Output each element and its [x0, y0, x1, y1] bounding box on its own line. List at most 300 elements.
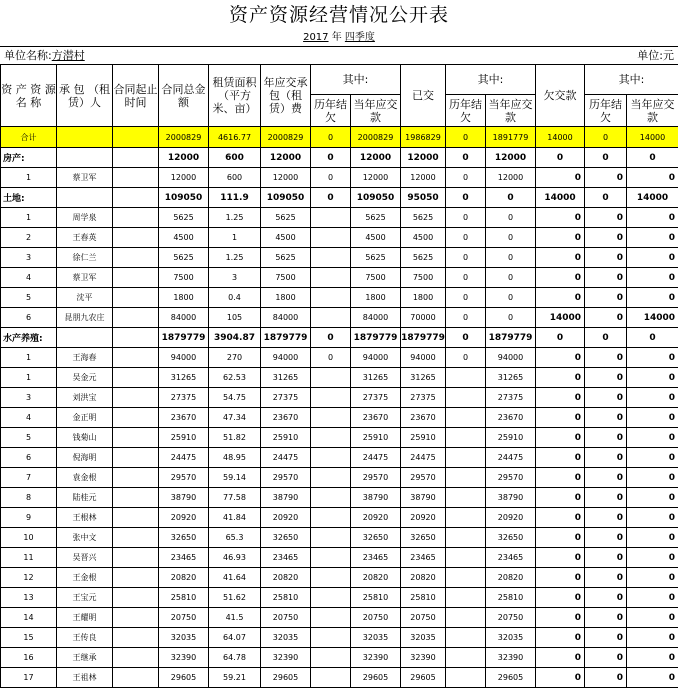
cell-col-1: 9	[1, 508, 57, 528]
cell-col-12: 14000	[536, 188, 585, 208]
cell-col-1: 4	[1, 268, 57, 288]
cell-col-2: 蔡卫军	[57, 168, 113, 188]
period-year-suffix: 年	[331, 32, 342, 43]
cell-col-11: 0	[486, 228, 536, 248]
cell-col-6: 7500	[261, 268, 311, 288]
cell-col-3	[113, 328, 159, 348]
cell-col-11: 23670	[486, 408, 536, 428]
cell-col-14: 0	[627, 248, 678, 268]
cell-col-9: 1879779	[401, 328, 446, 348]
cell-col-3	[113, 648, 159, 668]
cell-col-13: 0	[585, 248, 627, 268]
cell-col-1: 6	[1, 448, 57, 468]
header-group-owed: 其中:	[585, 65, 678, 95]
cell-col-14: 0	[627, 648, 678, 668]
cell-col-14: 0	[627, 348, 678, 368]
cell-col-3	[113, 308, 159, 328]
cell-col-4: 2000829	[159, 127, 209, 148]
cell-col-12: 0	[536, 428, 585, 448]
cell-col-8: 4500	[351, 228, 401, 248]
cell-col-11: 23465	[486, 548, 536, 568]
cell-col-14: 0	[627, 508, 678, 528]
cell-col-11: 94000	[486, 348, 536, 368]
cell-col-2: 王耀明	[57, 608, 113, 628]
cell-col-5: 600	[209, 148, 261, 168]
cell-col-11: 0	[486, 208, 536, 228]
table-row	[1, 288, 678, 308]
cell-col-1: 12	[1, 568, 57, 588]
cell-col-6: 20750	[261, 608, 311, 628]
cell-col-12: 0	[536, 668, 585, 688]
cell-col-2: 周学泉	[57, 208, 113, 228]
cell-col-6: 23670	[261, 408, 311, 428]
cell-col-11: 0	[486, 308, 536, 328]
cell-col-13: 0	[585, 368, 627, 388]
cell-col-7	[311, 548, 351, 568]
cell-col-9: 4500	[401, 228, 446, 248]
cell-col-11: 38790	[486, 488, 536, 508]
cell-col-8: 23670	[351, 408, 401, 428]
header-paid-arrears: 历年结欠	[446, 95, 486, 127]
cell-col-10	[446, 508, 486, 528]
cell-col-1: 1	[1, 168, 57, 188]
cell-col-1: 14	[1, 608, 57, 628]
cell-col-9: 25910	[401, 428, 446, 448]
cell-col-10	[446, 648, 486, 668]
cell-col-11: 0	[486, 188, 536, 208]
cell-col-10: 0	[446, 348, 486, 368]
cell-col-13: 0	[585, 188, 627, 208]
cell-col-3	[113, 468, 159, 488]
cell-col-9: 32390	[401, 648, 446, 668]
cell-col-6: 84000	[261, 308, 311, 328]
table-row	[1, 548, 678, 568]
cell-col-3	[113, 268, 159, 288]
cell-col-12: 0	[536, 408, 585, 428]
cell-col-14: 0	[627, 208, 678, 228]
cell-col-13: 0	[585, 488, 627, 508]
cell-col-11: 1891779	[486, 127, 536, 148]
table-row	[1, 528, 678, 548]
cell-col-2	[57, 148, 113, 168]
cell-col-9: 5625	[401, 208, 446, 228]
cell-col-2: 袁金根	[57, 468, 113, 488]
cell-col-4: 32650	[159, 528, 209, 548]
cell-col-2: 王祖林	[57, 668, 113, 688]
cell-col-10	[446, 488, 486, 508]
cell-col-14: 0	[627, 388, 678, 408]
cell-col-13: 0	[585, 648, 627, 668]
cell-col-10	[446, 608, 486, 628]
cell-col-4: 12000	[159, 148, 209, 168]
cell-col-7	[311, 208, 351, 228]
cell-col-3	[113, 348, 159, 368]
cell-col-7	[311, 408, 351, 428]
cell-col-8: 25910	[351, 428, 401, 448]
cell-col-7	[311, 268, 351, 288]
cell-col-13: 0	[585, 168, 627, 188]
cell-col-5: 1.25	[209, 248, 261, 268]
cell-col-9: 31265	[401, 368, 446, 388]
cell-col-7	[311, 308, 351, 328]
cell-col-2: 倪海明	[57, 448, 113, 468]
table-row	[1, 588, 678, 608]
cell-col-1: 水产养殖:	[1, 328, 57, 348]
cell-col-7: 0	[311, 328, 351, 348]
cell-col-9: 27375	[401, 388, 446, 408]
cell-col-14: 14000	[627, 308, 678, 328]
cell-col-5: 59.14	[209, 468, 261, 488]
unit-name	[4, 47, 85, 64]
cell-col-9: 38790	[401, 488, 446, 508]
unit-info-row	[0, 46, 678, 65]
cell-col-2: 张中文	[57, 528, 113, 548]
cell-col-13: 0	[585, 628, 627, 648]
header-owed-current: 当年应交款	[627, 95, 678, 127]
cell-col-7	[311, 588, 351, 608]
cell-col-14: 0	[627, 628, 678, 648]
table-row	[1, 568, 678, 588]
cell-col-9: 94000	[401, 348, 446, 368]
cell-col-14: 0	[627, 328, 678, 348]
cell-col-12: 0	[536, 628, 585, 648]
cell-col-10: 0	[446, 248, 486, 268]
cell-col-5: 1.25	[209, 208, 261, 228]
cell-col-8: 38790	[351, 488, 401, 508]
cell-col-8: 94000	[351, 348, 401, 368]
cell-col-9: 12000	[401, 148, 446, 168]
cell-col-10: 0	[446, 328, 486, 348]
cell-col-12: 0	[536, 168, 585, 188]
cell-col-3	[113, 528, 159, 548]
cell-col-9: 25810	[401, 588, 446, 608]
cell-col-7	[311, 648, 351, 668]
cell-col-5: 51.62	[209, 588, 261, 608]
cell-col-5: 46.93	[209, 548, 261, 568]
cell-col-1: 10	[1, 528, 57, 548]
table-row	[1, 608, 678, 628]
cell-col-6: 32035	[261, 628, 311, 648]
cell-col-9: 70000	[401, 308, 446, 328]
cell-col-11: 0	[486, 288, 536, 308]
cell-col-4: 5625	[159, 248, 209, 268]
cell-col-3	[113, 228, 159, 248]
cell-col-10	[446, 448, 486, 468]
header-fee-arrears: 历年结欠	[311, 95, 351, 127]
cell-col-7	[311, 448, 351, 468]
cell-col-7	[311, 528, 351, 548]
cell-col-1: 6	[1, 308, 57, 328]
cell-col-14: 14000	[627, 188, 678, 208]
cell-col-5: 51.82	[209, 428, 261, 448]
cell-col-8: 23465	[351, 548, 401, 568]
cell-col-4: 7500	[159, 268, 209, 288]
cell-col-8: 32390	[351, 648, 401, 668]
cell-col-12: 0	[536, 248, 585, 268]
cell-col-10: 0	[446, 268, 486, 288]
cell-col-14: 0	[627, 468, 678, 488]
cell-col-3	[113, 428, 159, 448]
cell-col-4: 32390	[159, 648, 209, 668]
subtotal-row	[1, 328, 678, 348]
cell-col-10: 0	[446, 127, 486, 148]
cell-col-7	[311, 608, 351, 628]
cell-col-5: 111.9	[209, 188, 261, 208]
cell-col-9: 32650	[401, 528, 446, 548]
cell-col-12: 0	[536, 388, 585, 408]
header-annual-fee: 年应交承包（租赁）费	[261, 65, 311, 127]
cell-col-4: 23465	[159, 548, 209, 568]
cell-col-6: 25910	[261, 428, 311, 448]
cell-col-13: 0	[585, 548, 627, 568]
cell-col-13: 0	[585, 528, 627, 548]
cell-col-1: 1	[1, 348, 57, 368]
cell-col-2	[57, 188, 113, 208]
cell-col-11: 27375	[486, 388, 536, 408]
header-group-fee: 其中:	[311, 65, 401, 95]
cell-col-7: 0	[311, 127, 351, 148]
cell-col-13: 0	[585, 508, 627, 528]
cell-col-8: 24475	[351, 448, 401, 468]
cell-col-2	[57, 328, 113, 348]
unit-name-value: 方潜村	[51, 49, 85, 62]
cell-col-13: 0	[585, 608, 627, 628]
cell-col-5: 64.07	[209, 628, 261, 648]
cell-col-7	[311, 488, 351, 508]
cell-col-5: 54.75	[209, 388, 261, 408]
cell-col-5: 65.3	[209, 528, 261, 548]
cell-col-10	[446, 668, 486, 688]
cell-col-10	[446, 368, 486, 388]
table-row	[1, 168, 678, 188]
cell-col-13: 0	[585, 288, 627, 308]
cell-col-8: 31265	[351, 368, 401, 388]
header-paid: 已交	[401, 65, 446, 127]
cell-col-8: 32650	[351, 528, 401, 548]
cell-col-1: 3	[1, 248, 57, 268]
cell-col-7: 0	[311, 168, 351, 188]
cell-col-3	[113, 208, 159, 228]
cell-col-2: 刘洪宝	[57, 388, 113, 408]
cell-col-9: 20820	[401, 568, 446, 588]
cell-col-6: 31265	[261, 368, 311, 388]
cell-col-4: 1800	[159, 288, 209, 308]
cell-col-8: 29605	[351, 668, 401, 688]
cell-col-13: 0	[585, 148, 627, 168]
cell-col-10	[446, 468, 486, 488]
cell-col-4: 1879779	[159, 328, 209, 348]
cell-col-9: 20750	[401, 608, 446, 628]
header-contract-period: 合同起止时间	[113, 65, 159, 127]
cell-col-6: 5625	[261, 208, 311, 228]
cell-col-2: 陆桂元	[57, 488, 113, 508]
header-contract-amount: 合同总金额	[159, 65, 209, 127]
cell-col-12: 0	[536, 568, 585, 588]
cell-col-4: 27375	[159, 388, 209, 408]
cell-col-7	[311, 368, 351, 388]
header-lessee: 承 包 （租赁）人	[57, 65, 113, 127]
cell-col-8: 5625	[351, 248, 401, 268]
cell-col-9: 29570	[401, 468, 446, 488]
cell-col-13: 0	[585, 308, 627, 328]
cell-col-12: 0	[536, 268, 585, 288]
cell-col-3	[113, 628, 159, 648]
cell-col-5: 0.4	[209, 288, 261, 308]
cell-col-13: 0	[585, 428, 627, 448]
cell-col-6: 32650	[261, 528, 311, 548]
cell-col-4: 23670	[159, 408, 209, 428]
cell-col-6: 94000	[261, 348, 311, 368]
cell-col-4: 31265	[159, 368, 209, 388]
cell-col-11: 31265	[486, 368, 536, 388]
cell-col-1: 5	[1, 428, 57, 448]
cell-col-12: 0	[536, 228, 585, 248]
cell-col-4: 20820	[159, 568, 209, 588]
cell-col-8: 5625	[351, 208, 401, 228]
cell-col-8: 2000829	[351, 127, 401, 148]
cell-col-5: 105	[209, 308, 261, 328]
cell-col-8: 12000	[351, 168, 401, 188]
cell-col-8: 20920	[351, 508, 401, 528]
table-row	[1, 468, 678, 488]
cell-col-13: 0	[585, 348, 627, 368]
cell-col-9: 29605	[401, 668, 446, 688]
cell-col-12: 0	[536, 528, 585, 548]
cell-col-5: 3	[209, 268, 261, 288]
cell-col-13: 0	[585, 127, 627, 148]
cell-col-6: 1879779	[261, 328, 311, 348]
cell-col-2: 蔡卫军	[57, 268, 113, 288]
cell-col-9: 24475	[401, 448, 446, 468]
cell-col-9: 32035	[401, 628, 446, 648]
table-row	[1, 268, 678, 288]
page-title: 资产资源经营情况公开表	[228, 4, 449, 26]
cell-col-11: 25910	[486, 428, 536, 448]
cell-col-1: 1	[1, 208, 57, 228]
cell-col-3	[113, 127, 159, 148]
header-group-paid: 其中:	[446, 65, 536, 95]
subtotal-row	[1, 188, 678, 208]
period-year: 2017	[303, 32, 329, 43]
period-quarter: 四季度	[344, 32, 375, 43]
cell-col-14: 0	[627, 668, 678, 688]
cell-col-12: 0	[536, 588, 585, 608]
cell-col-11: 0	[486, 268, 536, 288]
cell-col-6: 29605	[261, 668, 311, 688]
cell-col-8: 1800	[351, 288, 401, 308]
cell-col-1: 5	[1, 288, 57, 308]
cell-col-8: 20820	[351, 568, 401, 588]
cell-col-1: 1	[1, 368, 57, 388]
cell-col-3	[113, 148, 159, 168]
cell-col-2: 吴金元	[57, 368, 113, 388]
cell-col-12: 14000	[536, 308, 585, 328]
cell-col-3	[113, 448, 159, 468]
cell-col-5: 3904.87	[209, 328, 261, 348]
cell-col-2: 沈平	[57, 288, 113, 308]
cell-col-8: 84000	[351, 308, 401, 328]
cell-col-7	[311, 228, 351, 248]
cell-col-14: 0	[627, 408, 678, 428]
cell-col-2: 王金根	[57, 568, 113, 588]
cell-col-4: 32035	[159, 628, 209, 648]
cell-col-12: 0	[536, 448, 585, 468]
table-row	[1, 648, 678, 668]
cell-col-14: 0	[627, 548, 678, 568]
cell-col-7: 0	[311, 348, 351, 368]
cell-col-2: 王继承	[57, 648, 113, 668]
cell-col-6: 25810	[261, 588, 311, 608]
cell-col-6: 32390	[261, 648, 311, 668]
table-row	[1, 368, 678, 388]
cell-col-10	[446, 548, 486, 568]
cell-col-5: 41.84	[209, 508, 261, 528]
cell-col-11: 29570	[486, 468, 536, 488]
cell-col-14: 0	[627, 528, 678, 548]
cell-col-5: 41.64	[209, 568, 261, 588]
table-row	[1, 208, 678, 228]
cell-col-12: 0	[536, 648, 585, 668]
cell-col-6: 27375	[261, 388, 311, 408]
table-row	[1, 388, 678, 408]
cell-col-14: 0	[627, 228, 678, 248]
cell-col-10	[446, 528, 486, 548]
cell-col-11: 12000	[486, 168, 536, 188]
header-lease-area: 租赁面积（平方米、亩）	[209, 65, 261, 127]
cell-col-8: 20750	[351, 608, 401, 628]
cell-col-13: 0	[585, 668, 627, 688]
cell-col-13: 0	[585, 228, 627, 248]
table-row	[1, 348, 678, 368]
cell-col-14: 0	[627, 608, 678, 628]
table-row	[1, 668, 678, 688]
cell-col-13: 0	[585, 448, 627, 468]
cell-col-9: 12000	[401, 168, 446, 188]
table-row	[1, 508, 678, 528]
unit-name-label: 单位名称:	[4, 49, 52, 62]
subtotal-row	[1, 148, 678, 168]
cell-col-5: 41.5	[209, 608, 261, 628]
cell-col-5: 1	[209, 228, 261, 248]
cell-col-1: 17	[1, 668, 57, 688]
cell-col-5: 48.95	[209, 448, 261, 468]
cell-col-6: 38790	[261, 488, 311, 508]
cell-col-7	[311, 428, 351, 448]
cell-col-13: 0	[585, 208, 627, 228]
cell-col-1: 房产:	[1, 148, 57, 168]
cell-col-9: 20920	[401, 508, 446, 528]
cell-col-10: 0	[446, 228, 486, 248]
table-header	[1, 65, 678, 127]
table-row	[1, 408, 678, 428]
cell-col-2: 王根林	[57, 508, 113, 528]
cell-col-1: 11	[1, 548, 57, 568]
cell-col-12: 0	[536, 348, 585, 368]
cell-col-7	[311, 628, 351, 648]
cell-col-3	[113, 588, 159, 608]
cell-col-4: 20750	[159, 608, 209, 628]
cell-col-14: 0	[627, 288, 678, 308]
cell-col-14: 0	[627, 448, 678, 468]
cell-col-11: 24475	[486, 448, 536, 468]
cell-col-11: 32390	[486, 648, 536, 668]
cell-col-3	[113, 248, 159, 268]
cell-col-14: 0	[627, 568, 678, 588]
cell-col-8: 27375	[351, 388, 401, 408]
cell-col-11: 12000	[486, 148, 536, 168]
cell-col-13: 0	[585, 568, 627, 588]
cell-col-4: 25810	[159, 588, 209, 608]
